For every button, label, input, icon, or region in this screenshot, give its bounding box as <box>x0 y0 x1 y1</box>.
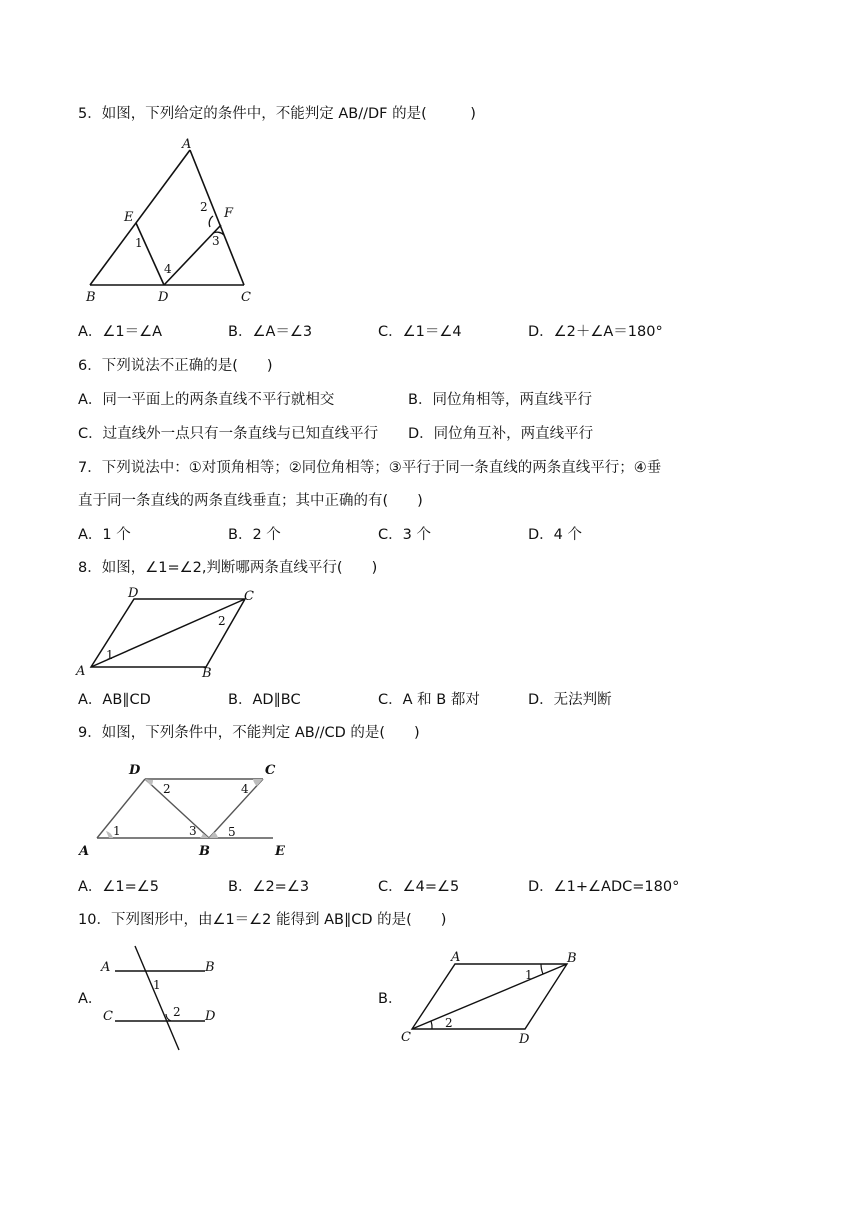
svg-text:B: B <box>86 290 96 305</box>
q6-option-c: C．过直线外一点只有一条直线与已知直线平行 <box>78 426 379 442</box>
svg-text:2: 2 <box>163 782 171 796</box>
q9-options <box>78 877 778 897</box>
svg-text:A: A <box>451 950 461 965</box>
q8-stem: 8．如图，∠1=∠2,判断哪两条直线平行( ) <box>78 560 378 576</box>
q5-stem: 5．如图，下列给定的条件中，不能判定 AB//DF 的是( ) <box>78 106 476 122</box>
svg-text:C: C <box>244 589 254 604</box>
svg-text:4: 4 <box>241 782 249 796</box>
q6-option-b: B．同位角相等，两直线平行 <box>408 392 592 408</box>
q7-option-c: C．3 个 <box>378 527 431 543</box>
svg-text:1: 1 <box>113 824 121 838</box>
q6-stem: 6．下列说法不正确的是( ) <box>78 358 273 374</box>
q5-options <box>78 322 778 342</box>
svg-text:B: B <box>205 960 215 975</box>
q5-option-a: A．∠1＝∠A <box>78 324 163 340</box>
svg-text:C: C <box>401 1030 411 1045</box>
q8-option-d: D．无法判断 <box>528 692 612 708</box>
q7-option-a: A．1 个 <box>78 527 131 543</box>
svg-text:1: 1 <box>153 978 161 992</box>
svg-text:C: C <box>103 1009 113 1024</box>
q5-triangle-figure <box>78 135 268 307</box>
svg-text:B: B <box>202 666 212 680</box>
svg-text:B: B <box>199 844 210 859</box>
svg-text:3: 3 <box>189 824 197 838</box>
q5-option-c: C．∠1＝∠4 <box>378 324 462 340</box>
q9-trapezoid-figure <box>75 755 295 865</box>
q5-option-b: B．∠A＝∠3 <box>228 324 313 340</box>
q8-option-b: B．AD∥BC <box>228 692 301 708</box>
q8-options <box>78 690 778 710</box>
svg-text:A: A <box>76 664 86 679</box>
svg-text:C: C <box>241 290 251 305</box>
svg-text:1: 1 <box>106 648 114 662</box>
svg-text:A: A <box>79 844 90 859</box>
svg-text:D: D <box>519 1032 530 1047</box>
svg-text:D: D <box>128 586 139 601</box>
svg-text:A: A <box>182 137 192 152</box>
q5-option-d: D．∠2＋∠A＝180° <box>528 324 663 340</box>
svg-text:E: E <box>275 844 285 859</box>
q9-option-b: B．∠2=∠3 <box>228 879 310 895</box>
q10-option-a-label: A． <box>78 991 103 1007</box>
svg-text:2: 2 <box>218 614 226 628</box>
svg-text:C: C <box>265 763 276 778</box>
svg-text:E: E <box>124 210 134 225</box>
svg-text:D: D <box>205 1009 216 1024</box>
q7-options <box>78 525 778 545</box>
svg-text:1: 1 <box>135 236 143 250</box>
q10-option-b-label: B． <box>378 991 403 1007</box>
svg-text:2: 2 <box>173 1005 181 1019</box>
svg-text:1: 1 <box>525 968 533 982</box>
svg-text:5: 5 <box>228 825 236 839</box>
q7-stem-line1: 7．下列说法中：①对顶角相等；②同位角相等；③平行于同一条直线的两条直线平行；④垂 <box>78 460 662 476</box>
svg-text:B: B <box>567 951 577 966</box>
q8-parallelogram-figure <box>72 585 272 680</box>
svg-text:F: F <box>224 206 234 221</box>
q9-option-c: C．∠4=∠5 <box>378 879 460 895</box>
q6-options-row1 <box>78 390 778 410</box>
q6-option-d: D．同位角互补，两直线平行 <box>408 426 594 442</box>
q8-option-c: C．A 和 B 都对 <box>378 692 480 708</box>
svg-text:A: A <box>101 960 111 975</box>
svg-text:3: 3 <box>212 234 220 248</box>
q10-stem: 10．下列图形中，由∠1＝∠2 能得到 AB∥CD 的是( ) <box>78 912 447 928</box>
q7-option-b: B．2 个 <box>228 527 281 543</box>
svg-text:2: 2 <box>200 200 208 214</box>
q6-option-a: A．同一平面上的两条直线不平行就相交 <box>78 392 335 408</box>
svg-text:4: 4 <box>164 262 172 276</box>
q10-figure-b <box>395 945 595 1050</box>
q9-option-a: A．∠1=∠5 <box>78 879 160 895</box>
q9-stem: 9．如图，下列条件中，不能判定 AB//CD 的是( ) <box>78 725 420 741</box>
q6-options-row2 <box>78 424 778 444</box>
q8-option-a: A．AB∥CD <box>78 692 151 708</box>
svg-text:D: D <box>158 290 169 305</box>
q10-figure-a <box>95 938 235 1058</box>
q7-stem-line2: 直于同一条直线的两条直线垂直；其中正确的有( ) <box>78 493 423 509</box>
svg-text:2: 2 <box>445 1016 453 1030</box>
svg-text:D: D <box>129 763 141 778</box>
q7-option-d: D．4 个 <box>528 527 582 543</box>
q9-option-d: D．∠1+∠ADC=180° <box>528 879 680 895</box>
